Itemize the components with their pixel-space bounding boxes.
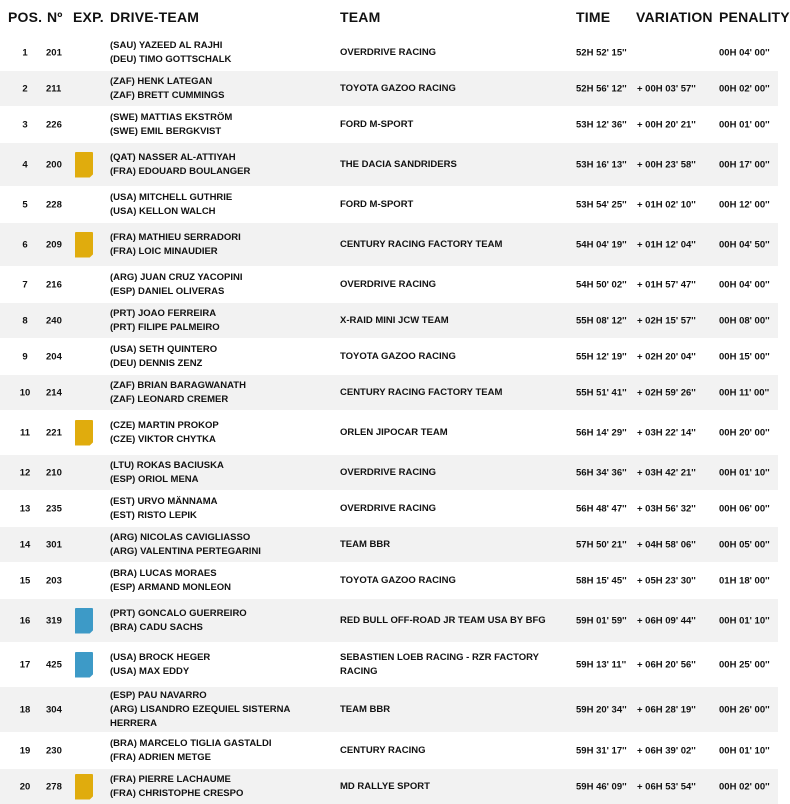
penalty-cell: 00H 02' 00'' — [719, 781, 770, 792]
time-cell: 59H 20' 34'' — [576, 704, 627, 715]
team-cell: ORLEN JIPOCAR TEAM — [340, 426, 448, 438]
car-number-cell: 221 — [46, 427, 62, 438]
team-cell: TOYOTA GAZOO RACING — [340, 82, 456, 94]
penalty-cell: 00H 25' 00'' — [719, 659, 770, 670]
team-cell: TOYOTA GAZOO RACING — [340, 350, 456, 362]
team-cell: CENTURY RACING — [340, 744, 426, 756]
gold-experience-badge-icon — [75, 152, 93, 178]
position-cell: 15 — [19, 575, 31, 586]
codriver-name: (FRA) ADRIEN METGE — [110, 751, 211, 763]
time-cell: 54H 50' 02'' — [576, 279, 627, 290]
car-number-cell: 200 — [46, 159, 62, 170]
position-cell: 4 — [22, 159, 28, 170]
table-row[interactable] — [0, 222, 778, 266]
variation-cell: + 02H 15' 57'' — [637, 315, 696, 326]
variation-cell: + 00H 20' 21'' — [637, 119, 696, 130]
penalty-cell: 00H 01' 10'' — [719, 467, 770, 478]
codriver-name: (ZAF) LEONARD CREMER — [110, 393, 229, 405]
driver-name: (PRT) GONCALO GUERREIRO — [110, 607, 247, 619]
car-number-cell: 319 — [46, 615, 62, 626]
variation-cell: + 05H 23' 30'' — [637, 575, 696, 586]
table-row[interactable] — [0, 374, 778, 410]
codriver-name: (USA) MAX EDDY — [110, 665, 190, 677]
variation-cell: + 02H 20' 04'' — [637, 351, 696, 362]
variation-cell: + 02H 59' 26'' — [637, 387, 696, 398]
penalty-cell: 00H 08' 00'' — [719, 315, 770, 326]
penalty-cell: 00H 01' 10'' — [719, 615, 770, 626]
codriver-name: (USA) KELLON WALCH — [110, 205, 216, 217]
variation-cell: + 03H 22' 14'' — [637, 427, 696, 438]
car-number-cell: 278 — [46, 781, 62, 792]
codriver-name: (DEU) DENNIS ZENZ — [110, 357, 203, 369]
variation-cell: + 01H 02' 10'' — [637, 199, 696, 210]
penalty-cell: 00H 15' 00'' — [719, 351, 770, 362]
drivers-cell — [110, 379, 325, 407]
car-number-cell: 216 — [46, 279, 62, 290]
table-row[interactable] — [0, 266, 778, 302]
car-number-cell: 304 — [46, 704, 62, 715]
drivers-cell — [110, 531, 325, 559]
drivers-cell — [110, 191, 325, 219]
table-row[interactable] — [0, 410, 778, 454]
position-cell: 9 — [22, 351, 28, 362]
team-cell: CENTURY RACING FACTORY TEAM — [340, 238, 503, 250]
penalty-cell: 00H 17' 00'' — [719, 159, 770, 170]
car-number-cell: 235 — [46, 503, 62, 514]
blue-experience-badge-icon — [75, 608, 93, 634]
blue-experience-badge-icon — [75, 652, 93, 678]
time-cell: 59H 31' 17'' — [576, 745, 627, 756]
car-number-cell: 201 — [46, 47, 62, 58]
header-exp: EXP. — [73, 9, 104, 25]
drivers-cell — [110, 567, 325, 595]
gold-experience-badge-icon — [75, 774, 93, 800]
header-team: TEAM — [340, 9, 381, 25]
table-row[interactable] — [0, 70, 778, 106]
variation-cell: + 06H 20' 56'' — [637, 659, 696, 670]
team-cell: TOYOTA GAZOO RACING — [340, 574, 456, 586]
penalty-cell: 00H 04' 50'' — [719, 239, 770, 250]
codriver-name: (ESP) ORIOL MENA — [110, 473, 199, 485]
position-cell: 16 — [19, 615, 31, 626]
team-cell: THE DACIA SANDRIDERS — [340, 158, 457, 170]
car-number-cell: 209 — [46, 239, 62, 250]
table-row[interactable] — [0, 562, 778, 598]
penalty-cell: 00H 12' 00'' — [719, 199, 770, 210]
table-row[interactable] — [0, 34, 778, 70]
codriver-name: (FRA) CHRISTOPHE CRESPO — [110, 787, 244, 799]
codriver-name: (PRT) FILIPE PALMEIRO — [110, 321, 220, 333]
team-cell: OVERDRIVE RACING — [340, 502, 437, 514]
team-cell: OVERDRIVE RACING — [340, 278, 437, 290]
variation-cell: + 01H 57' 47'' — [637, 279, 696, 290]
driver-name: (ZAF) HENK LATEGAN — [110, 75, 213, 87]
variation-cell: + 06H 39' 02'' — [637, 745, 696, 756]
drivers-cell — [110, 39, 325, 67]
table-row[interactable] — [0, 642, 778, 686]
time-cell: 59H 01' 59'' — [576, 615, 627, 626]
position-cell: 7 — [22, 279, 28, 290]
position-cell: 11 — [19, 427, 31, 438]
table-row[interactable] — [0, 686, 778, 732]
drivers-cell — [110, 651, 325, 679]
penalty-cell: 00H 26' 00'' — [719, 704, 770, 715]
position-cell: 19 — [19, 745, 31, 756]
table-row[interactable] — [0, 338, 778, 374]
time-cell: 55H 08' 12'' — [576, 315, 627, 326]
team-cell: TEAM BBR — [340, 703, 391, 715]
position-cell: 13 — [19, 503, 31, 514]
drivers-cell — [110, 271, 325, 299]
driver-name: (EST) URVO MÄNNAMA — [110, 495, 218, 507]
codriver-name: (ZAF) BRETT CUMMINGS — [110, 89, 225, 101]
codriver-name: (ARG) VALENTINA PERTEGARINI — [110, 545, 261, 557]
variation-cell: + 03H 56' 32'' — [637, 503, 696, 514]
table-row[interactable] — [0, 302, 778, 338]
table-row[interactable] — [0, 598, 778, 642]
codriver-name: (FRA) EDOUARD BOULANGER — [110, 165, 251, 177]
codriver-name: (ESP) ARMAND MONLEON — [110, 581, 232, 593]
header-num: Nº — [47, 9, 63, 25]
car-number-cell: 226 — [46, 119, 62, 130]
drivers-cell — [110, 111, 325, 139]
car-number-cell: 301 — [46, 539, 62, 550]
codriver-name: (EST) RISTO LEPIK — [110, 509, 197, 521]
drivers-cell — [110, 495, 325, 523]
car-number-cell: 211 — [46, 83, 62, 94]
position-cell: 10 — [19, 387, 31, 398]
penalty-cell: 00H 01' 00'' — [719, 119, 770, 130]
codriver-name: (BRA) CADU SACHS — [110, 621, 203, 633]
driver-name: (ARG) NICOLAS CAVIGLIASSO — [110, 531, 251, 543]
table-row[interactable] — [0, 732, 778, 768]
time-cell: 56H 14' 29'' — [576, 427, 627, 438]
time-cell: 53H 12' 36'' — [576, 119, 627, 130]
penalty-cell: 00H 02' 00'' — [719, 83, 770, 94]
table-header — [0, 0, 790, 34]
time-cell: 52H 56' 12'' — [576, 83, 627, 94]
position-cell: 5 — [22, 199, 28, 210]
position-cell: 6 — [22, 239, 28, 250]
table-row[interactable] — [0, 142, 778, 186]
driver-name: (QAT) NASSER AL-ATTIYAH — [110, 151, 236, 163]
time-cell: 55H 51' 41'' — [576, 387, 627, 398]
driver-name: (FRA) MATHIEU SERRADORI — [110, 231, 241, 243]
car-number-cell: 230 — [46, 745, 62, 756]
time-cell: 59H 46' 09'' — [576, 781, 627, 792]
driver-name: (ESP) PAU NAVARRO — [110, 689, 207, 701]
team-cell: OVERDRIVE RACING — [340, 46, 437, 58]
team-cell: OVERDRIVE RACING — [340, 466, 437, 478]
driver-name: (PRT) JOAO FERREIRA — [110, 307, 217, 319]
codriver-name: (FRA) LOIC MINAUDIER — [110, 245, 218, 257]
team-cell: FORD M-SPORT — [340, 118, 414, 130]
car-number-cell: 203 — [46, 575, 62, 586]
position-cell: 12 — [19, 467, 31, 478]
variation-cell: + 00H 23' 58'' — [637, 159, 696, 170]
drivers-cell — [110, 459, 325, 487]
header-penalty: PENALITY — [719, 9, 790, 25]
position-cell: 18 — [19, 704, 31, 715]
drivers-cell — [110, 773, 325, 801]
team-cell: FORD M-SPORT — [340, 198, 414, 210]
penalty-cell: 00H 05' 00'' — [719, 539, 770, 550]
time-cell: 54H 04' 19'' — [576, 239, 627, 250]
codriver-name: (CZE) VIKTOR CHYTKA — [110, 433, 216, 445]
variation-cell: + 01H 12' 04'' — [637, 239, 696, 250]
header-variation: VARIATION — [636, 9, 713, 25]
driver-name: (USA) SETH QUINTERO — [110, 343, 218, 355]
penalty-cell: 00H 04' 00'' — [719, 47, 770, 58]
drivers-cell — [110, 419, 325, 447]
header-drive-team: DRIVE-TEAM — [110, 9, 200, 25]
team-cell: TEAM BBR — [340, 538, 391, 550]
time-cell: 55H 12' 19'' — [576, 351, 627, 362]
penalty-cell: 00H 06' 00'' — [719, 503, 770, 514]
driver-name: (FRA) PIERRE LACHAUME — [110, 773, 231, 785]
time-cell: 56H 48' 47'' — [576, 503, 627, 514]
driver-name: (SAU) YAZEED AL RAJHI — [110, 39, 223, 51]
drivers-cell — [110, 307, 325, 335]
header-pos: POS. — [8, 9, 43, 25]
drivers-cell — [110, 151, 325, 179]
variation-cell: + 06H 09' 44'' — [637, 615, 696, 626]
car-number-cell: 240 — [46, 315, 62, 326]
car-number-cell: 214 — [46, 387, 62, 398]
position-cell: 3 — [22, 119, 28, 130]
drivers-cell — [110, 689, 325, 731]
penalty-cell: 00H 20' 00'' — [719, 427, 770, 438]
drivers-cell — [110, 75, 325, 103]
position-cell: 1 — [22, 47, 28, 58]
team-cell: SEBASTIEN LOEB RACING - RZR FACTORY RACING — [340, 651, 539, 677]
drivers-cell — [110, 231, 325, 259]
team-cell: RED BULL OFF-ROAD JR TEAM USA BY BFG — [340, 614, 546, 626]
time-cell: 53H 54' 25'' — [576, 199, 627, 210]
table-row[interactable] — [0, 526, 778, 562]
time-cell: 59H 13' 11'' — [576, 659, 627, 670]
team-cell: CENTURY RACING FACTORY TEAM — [340, 386, 503, 398]
codriver-name: (SWE) EMIL BERGKVIST — [110, 125, 222, 137]
variation-cell: + 00H 03' 57'' — [637, 83, 696, 94]
drivers-cell — [110, 343, 325, 371]
drivers-cell — [110, 737, 325, 765]
team-cell: X-RAID MINI JCW TEAM — [340, 314, 449, 326]
driver-name: (USA) MITCHELL GUTHRIE — [110, 191, 233, 203]
variation-cell: + 06H 53' 54'' — [637, 781, 696, 792]
driver-name: (ZAF) BRIAN BARAGWANATH — [110, 379, 246, 391]
variation-cell: + 03H 42' 21'' — [637, 467, 696, 478]
position-cell: 8 — [22, 315, 28, 326]
car-number-cell: 425 — [46, 659, 62, 670]
position-cell: 14 — [19, 539, 31, 550]
gold-experience-badge-icon — [75, 420, 93, 446]
gold-experience-badge-icon — [75, 232, 93, 258]
car-number-cell: 228 — [46, 199, 62, 210]
results-table — [0, 34, 778, 804]
penalty-cell: 01H 18' 00'' — [719, 575, 770, 586]
table-row[interactable] — [0, 454, 778, 490]
position-cell: 20 — [19, 781, 31, 792]
variation-cell: + 06H 28' 19'' — [637, 704, 696, 715]
table-row[interactable] — [0, 768, 778, 804]
codriver-name: (DEU) TIMO GOTTSCHALK — [110, 53, 232, 65]
penalty-cell: 00H 04' 00'' — [719, 279, 770, 290]
driver-name: (BRA) LUCAS MORAES — [110, 567, 217, 579]
team-cell: MD RALLYE SPORT — [340, 780, 430, 792]
codriver-name: (ARG) LISANDRO EZEQUIEL SISTERNA HERRERA — [110, 703, 290, 729]
penalty-cell: 00H 01' 10'' — [719, 745, 770, 756]
penalty-cell: 00H 11' 00'' — [719, 387, 770, 398]
position-cell: 2 — [22, 83, 28, 94]
drivers-cell — [110, 607, 325, 635]
car-number-cell: 204 — [46, 351, 62, 362]
time-cell: 53H 16' 13'' — [576, 159, 627, 170]
driver-name: (LTU) ROKAS BACIUSKA — [110, 459, 224, 471]
table-row[interactable] — [0, 186, 778, 222]
time-cell: 52H 52' 15'' — [576, 47, 627, 58]
position-cell: 17 — [19, 659, 31, 670]
time-cell: 56H 34' 36'' — [576, 467, 627, 478]
variation-cell: + 04H 58' 06'' — [637, 539, 696, 550]
codriver-name: (ESP) DANIEL OLIVERAS — [110, 285, 225, 297]
driver-name: (BRA) MARCELO TIGLIA GASTALDI — [110, 737, 272, 749]
car-number-cell: 210 — [46, 467, 62, 478]
driver-name: (USA) BROCK HEGER — [110, 651, 211, 663]
driver-name: (CZE) MARTIN PROKOP — [110, 419, 219, 431]
time-cell: 58H 15' 45'' — [576, 575, 627, 586]
driver-name: (ARG) JUAN CRUZ YACOPINI — [110, 271, 243, 283]
time-cell: 57H 50' 21'' — [576, 539, 627, 550]
table-row[interactable] — [0, 106, 778, 142]
driver-name: (SWE) MATTIAS EKSTRÖM — [110, 111, 233, 123]
header-time: TIME — [576, 9, 611, 25]
table-row[interactable] — [0, 490, 778, 526]
